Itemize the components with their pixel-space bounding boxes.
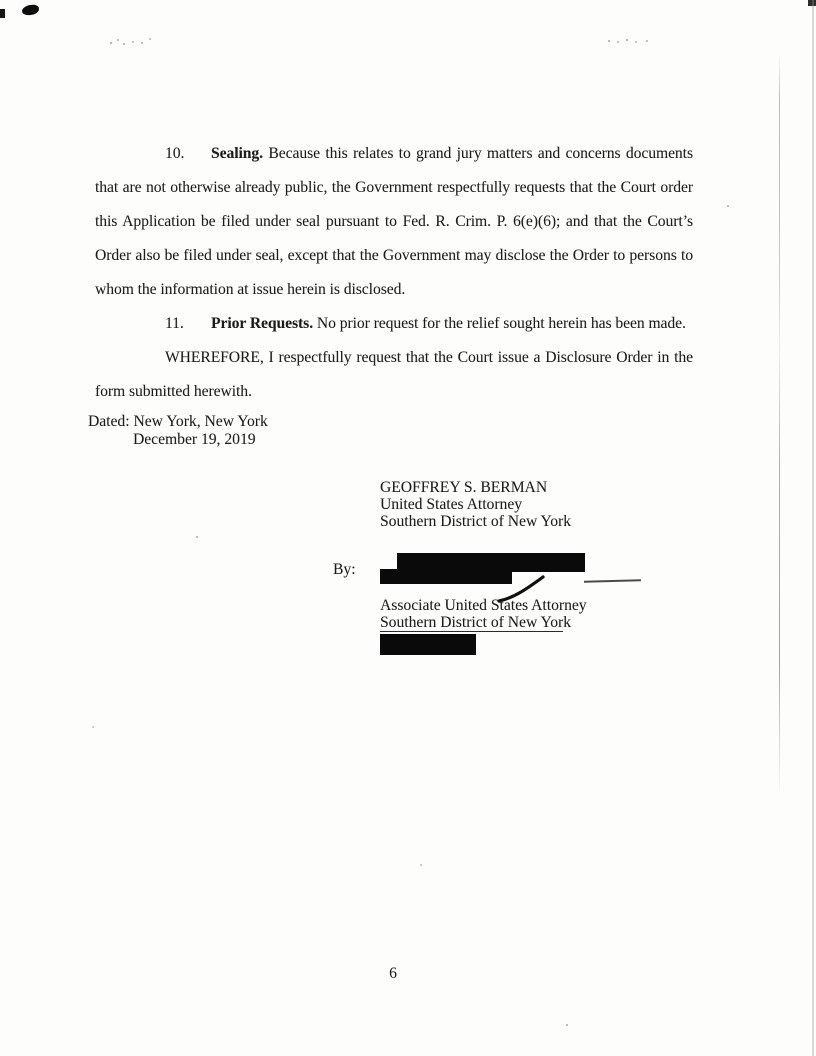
redaction-bar-signature-lower: [380, 569, 512, 584]
scan-speck: [92, 726, 94, 728]
paragraph-11-body: No prior request for the relief sought herein has been made.: [316, 315, 686, 332]
wherefore-text: WHEREFORE, I respectfully request that the Court issue a Disclosure Order in the form submitted herewith.: [95, 349, 693, 400]
paragraph-11-heading: Prior Requests.: [211, 315, 314, 332]
scan-artifact-ink-blob: [22, 4, 40, 16]
paragraph-10-number: 10.: [165, 145, 185, 162]
dated-location: Dated: New York, New York: [88, 413, 268, 430]
attorney-name: GEOFFREY S. BERMAN: [380, 479, 548, 496]
scan-artifact-edge-mark: [0, 9, 5, 18]
redaction-bar-name: [380, 634, 476, 655]
signature-line: [584, 579, 641, 582]
scan-artifact-page-edge-line: [812, 0, 814, 1056]
signature-attorney-block: [380, 479, 571, 530]
attorney-title: United States Attorney: [380, 496, 523, 513]
scan-artifact-vertical-line: [779, 55, 780, 795]
scan-speck: [196, 536, 198, 538]
page-number: 6: [389, 965, 397, 982]
signer-title: Associate United States Attorney: [380, 597, 587, 614]
paragraph-10: [95, 137, 693, 307]
paragraph-11-number: 11.: [165, 315, 184, 332]
paragraph-10-heading: Sealing.: [211, 145, 264, 162]
dated-date: December 19, 2019: [133, 430, 256, 448]
signer-district: Southern District of New York: [380, 614, 572, 631]
paragraph-10-body: Because this relates to grand jury matters and concerns documents that are not otherwise already public, the Government respectfully requests that the Court order this Application be filed under seal pursuant to Fed. R. Crim. P. 6(e)(6); and that the Court’s Order also be filed under seal, except that the Government may disclose the Order to persons to whom the information at issue herein is disclosed.: [95, 145, 693, 298]
signer-underline: [380, 631, 563, 632]
wherefore-paragraph: [95, 341, 693, 409]
scan-speck: [420, 864, 422, 866]
attorney-district: Southern District of New York: [380, 513, 572, 530]
scan-artifact-pencil-marks-left: [110, 42, 112, 44]
by-label: By:: [333, 561, 356, 578]
scan-speck: [566, 1024, 568, 1026]
scan-speck: [727, 205, 729, 207]
paragraph-11: [95, 307, 693, 341]
scan-artifact-pencil-marks-right: [608, 40, 610, 42]
signature-signer-block: [380, 597, 587, 631]
document-body: [95, 137, 693, 409]
dated-block: [88, 413, 268, 448]
